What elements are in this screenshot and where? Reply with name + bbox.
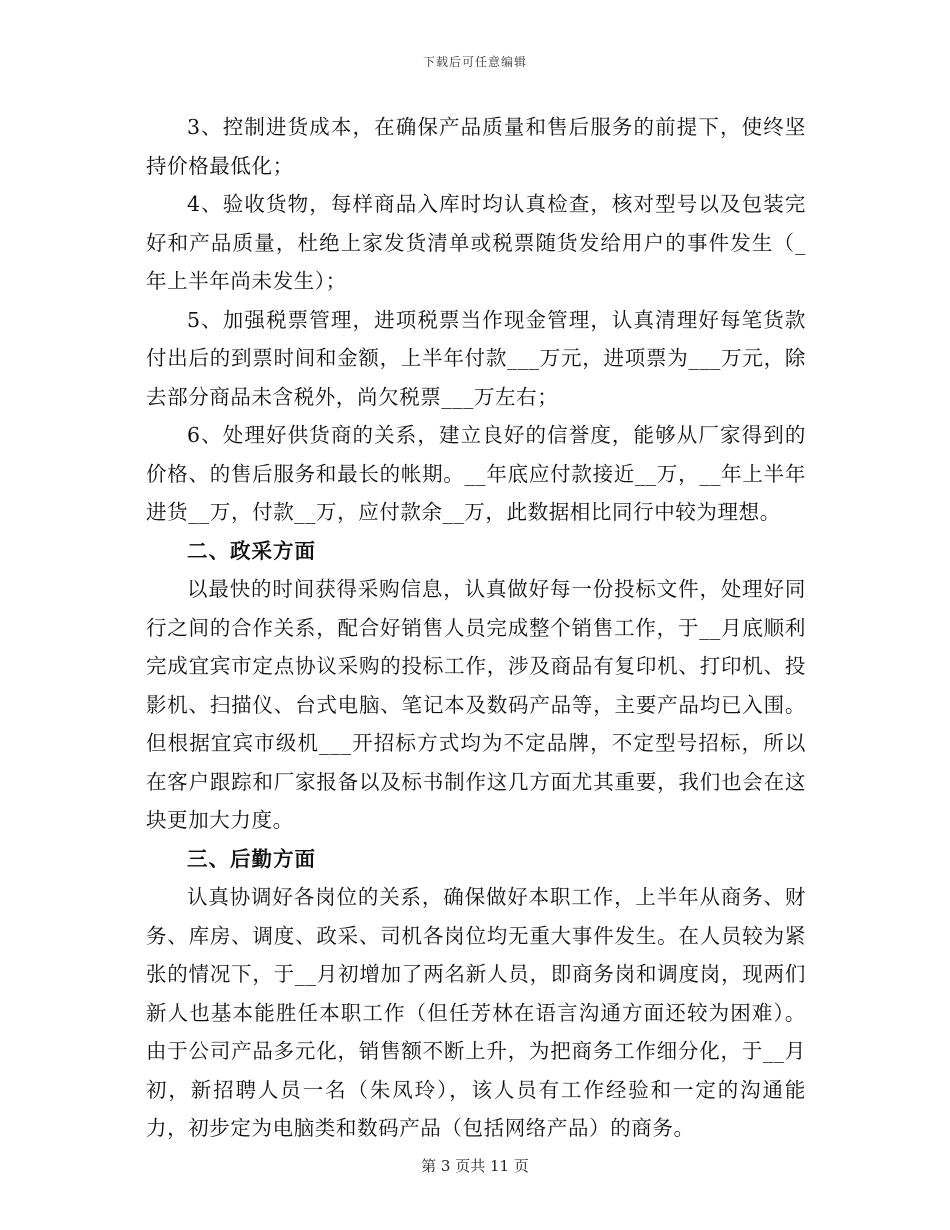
paragraph-item-4: 4、验收货物，每样商品入库时均认真检查，核对型号以及包装完好和产品质量，杜绝上家发货清单或税票随货发给用户的事件发生（_年上半年尚未发生）； [146,192,806,293]
paragraph-item-6: 6、处理好供货商的关系，建立良好的信誉度，能够从厂家得到的价格、的售后服务和最长的帐期。__年底应付款接近__万，__年上半年进货__万，付款__万，应付款余__万，此数据相比同行中较为理想。 [146,423,806,524]
page-header: 下载后可任意编辑 [422,55,527,69]
paragraph-item-3: 3、控制进货成本，在确保产品质量和售后服务的前提下，使终坚持价格最低化； [146,115,806,178]
page-number-footer: 第 3 页共 11 页 [421,1157,529,1175]
section-heading-logistics: 三、后勤方面 [187,846,316,871]
section-paragraph-procurement: 以最快的时间获得采购信息，认真做好每一份投标文件，处理好同行之间的合作关系，配合好销售人员完成整个销售工作，于__月底顺利完成宜宾市定点协议采购的投标工作，涉及商品有复印机、打印机、投影机、扫描仪、台式电脑、笔记本及数码产品等，主要产品均已入围。但根据宜宾市级机___开招标方式均为不定品牌，不定型号招标，所以在客户跟踪和厂家报备以及标书制作这几方面尤其重要，我们也会在这块更加大力度。 [146,577,806,832]
paragraph-item-5: 5、加强税票管理，进项税票当作现金管理，认真清理好每笔货款付出后的到票时间和金额，上半年付款___万元，进项票为___万元，除去部分商品未含税外，尚欠税票___万左右； [146,307,806,409]
section-paragraph-logistics: 认真协调好各岗位的关系，确保做好本职工作，上半年从商务、财务、库房、调度、政采、司机各岗位均无重大事件发生。在人员较为紧张的情况下，于__月初增加了两名新人员，即商务岗和调度岗，现两们新人也基本能胜任本职工作（但任芳林在语言沟通方面还较为困难）。由于公司产品多元化，销售额不断上升，为把商务工作细分化，于__月初，新招聘人员一名（朱凤玲），该人员有工作经验和一定的沟通能力，初步定为电脑类和数码产品（包括网络产品）的商务。 [146,885,806,1140]
document-body [146,108,806,1148]
section-heading-procurement: 二、政采方面 [187,538,316,563]
